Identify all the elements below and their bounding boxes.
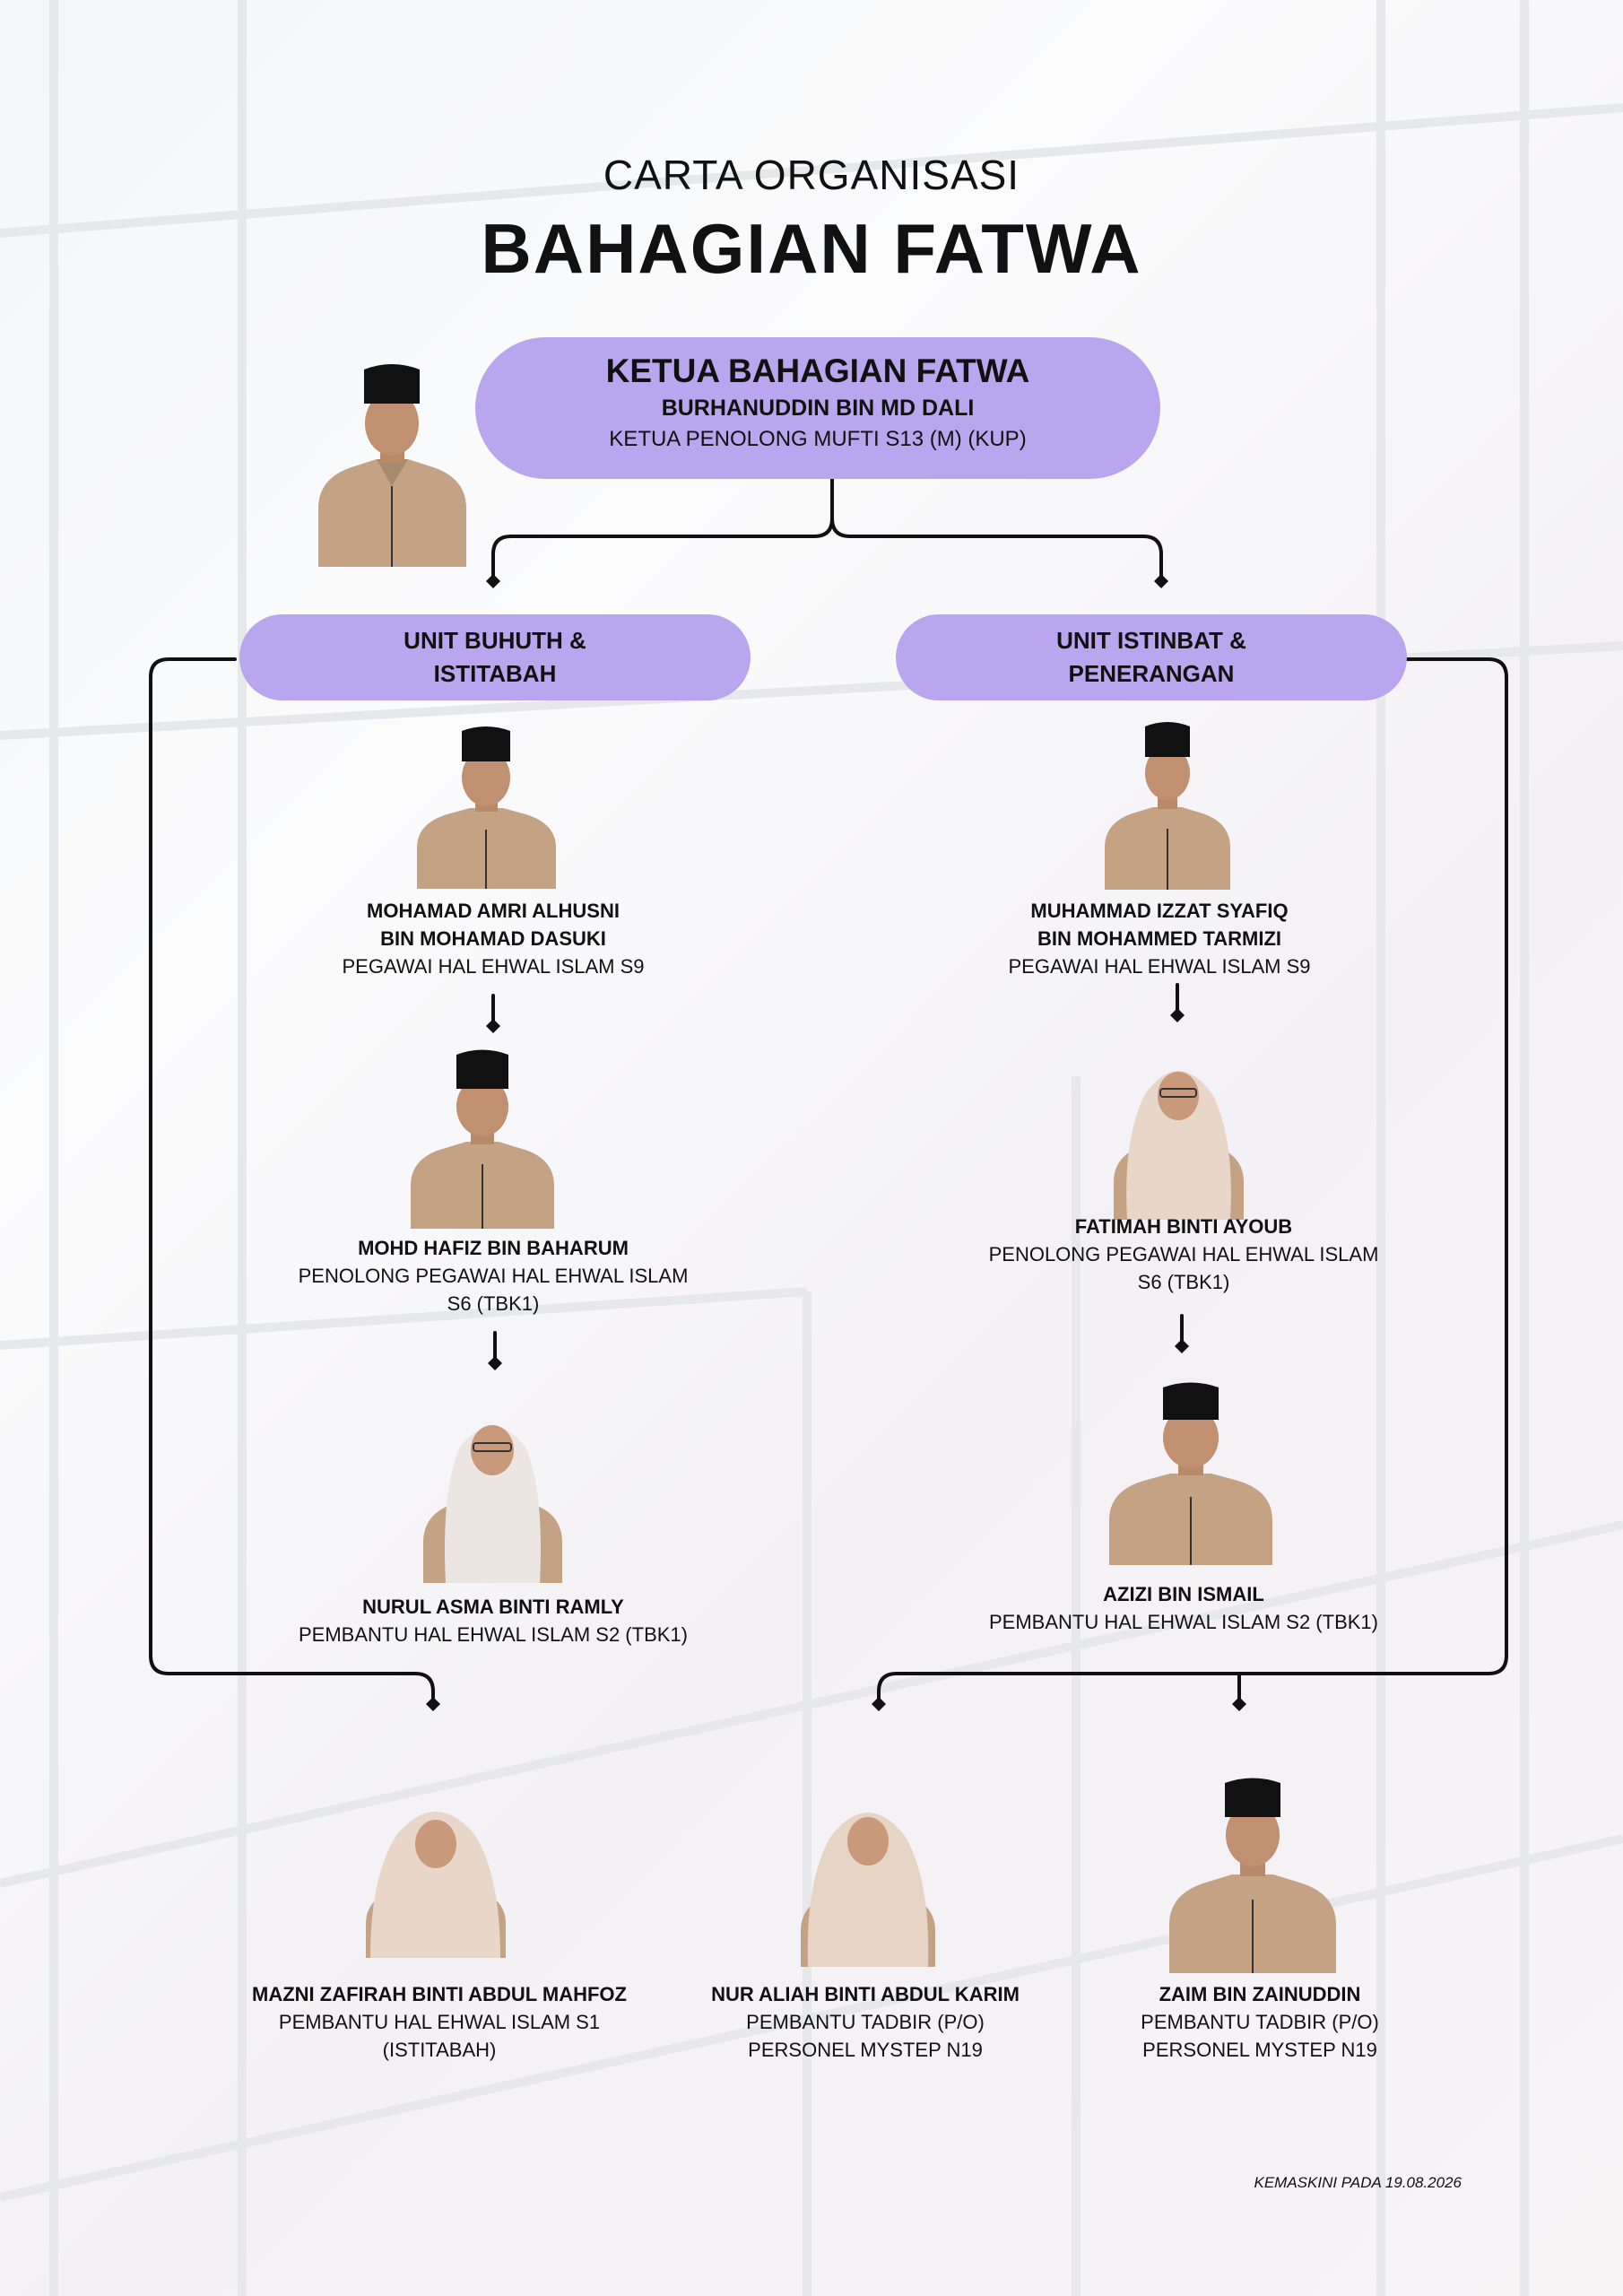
person-aliah — [655, 1980, 1076, 2064]
person-izzat-position: PEGAWAI HAL EHWAL ISLAM S9 — [1008, 955, 1311, 978]
unit-buhuth-line1: UNIT BUHUTH & — [404, 627, 586, 654]
person-azizi-name1: AZIZI BIN ISMAIL — [1103, 1583, 1264, 1605]
person-fatimah — [950, 1213, 1417, 1296]
person-nurul — [260, 1593, 726, 1648]
person-aliah-position2: PERSONEL MYSTEP N19 — [748, 2039, 983, 2061]
person-mazni-position2: (ISTITABAH) — [382, 2039, 497, 2061]
person-mazni — [206, 1980, 673, 2064]
person-amri-name1: MOHAMAD AMRI ALHUSNI — [367, 900, 620, 922]
head-pill — [475, 337, 1160, 479]
unit-istinbat-line2: PENERANGAN — [1068, 660, 1235, 687]
person-nurul-position: PEMBANTU HAL EHWAL ISLAM S2 (TBK1) — [299, 1623, 688, 1646]
photo-burhanuddin — [314, 352, 471, 567]
head-name: BURHANUDDIN BIN MD DALI — [661, 396, 975, 421]
person-zaim-position1: PEMBANTU TADBIR (P/O) — [1141, 2011, 1379, 2033]
person-fatimah-position2: S6 (TBK1) — [1137, 1271, 1230, 1293]
photo-amri — [412, 722, 560, 889]
person-izzat — [962, 897, 1357, 980]
chart-title: BAHAGIAN FATWA — [481, 209, 1142, 288]
person-mazni-position1: PEMBANTU HAL EHWAL ISLAM S1 — [278, 2011, 601, 2033]
person-hafiz-position2: S6 (TBK1) — [447, 1292, 540, 1315]
person-aliah-name1: NUR ALIAH BINTI ABDUL KARIM — [711, 1983, 1020, 2005]
head-position: KETUA PENOLONG MUFTI S13 (M) (KUP) — [609, 427, 1027, 451]
person-zaim-position2: PERSONEL MYSTEP N19 — [1142, 2039, 1377, 2061]
photo-hafiz — [406, 1042, 559, 1229]
update-date: KEMASKINI PADA 19.08.2026 — [1254, 2174, 1462, 2191]
person-fatimah-name1: FATIMAH BINTI AYOUB — [1074, 1215, 1293, 1238]
photo-izzat — [1101, 718, 1234, 890]
photo-fatimah — [1105, 1039, 1253, 1220]
unit-istinbat-pill — [896, 614, 1407, 700]
person-amri-name2: BIN MOHAMAD DASUKI — [380, 927, 606, 950]
head-role: KETUA BAHAGIAN FATWA — [605, 352, 1030, 389]
person-izzat-name2: BIN MOHAMMED TARMIZI — [1037, 927, 1282, 950]
person-nurul-name1: NURUL ASMA BINTI RAMLY — [362, 1596, 624, 1618]
unit-buhuth-line2: ISTITABAH — [433, 660, 557, 687]
person-azizi-position: PEMBANTU HAL EHWAL ISLAM S2 (TBK1) — [989, 1611, 1378, 1633]
person-hafiz-position1: PENOLONG PEGAWAI HAL EHWAL ISLAM — [298, 1265, 689, 1287]
photo-aliah — [792, 1780, 944, 1967]
person-fatimah-position1: PENOLONG PEGAWAI HAL EHWAL ISLAM — [988, 1243, 1379, 1265]
photo-azizi — [1106, 1377, 1276, 1565]
person-mazni-name1: MAZNI ZAFIRAH BINTI ABDUL MAHFOZ — [252, 1983, 627, 2005]
chart-subtitle: CARTA ORGANISASI — [603, 152, 1020, 198]
person-hafiz-name1: MOHD HAFIZ BIN BAHARUM — [358, 1237, 629, 1259]
unit-istinbat-line1: UNIT ISTINBAT & — [1056, 627, 1246, 654]
photo-zaim — [1166, 1772, 1340, 1973]
person-amri-position: PEGAWAI HAL EHWAL ISLAM S9 — [342, 955, 645, 978]
person-amri — [296, 897, 690, 980]
person-azizi — [950, 1580, 1417, 1636]
person-zaim — [1049, 1980, 1471, 2064]
unit-buhuth-pill — [239, 614, 751, 700]
photo-nurul — [414, 1386, 571, 1583]
photo-mazni — [357, 1785, 515, 1958]
person-aliah-position1: PEMBANTU TADBIR (P/O) — [746, 2011, 985, 2033]
person-hafiz — [260, 1234, 726, 1318]
person-izzat-name1: MUHAMMAD IZZAT SYAFIQ — [1030, 900, 1289, 922]
person-zaim-name1: ZAIM BIN ZAINUDDIN — [1159, 1983, 1361, 2005]
